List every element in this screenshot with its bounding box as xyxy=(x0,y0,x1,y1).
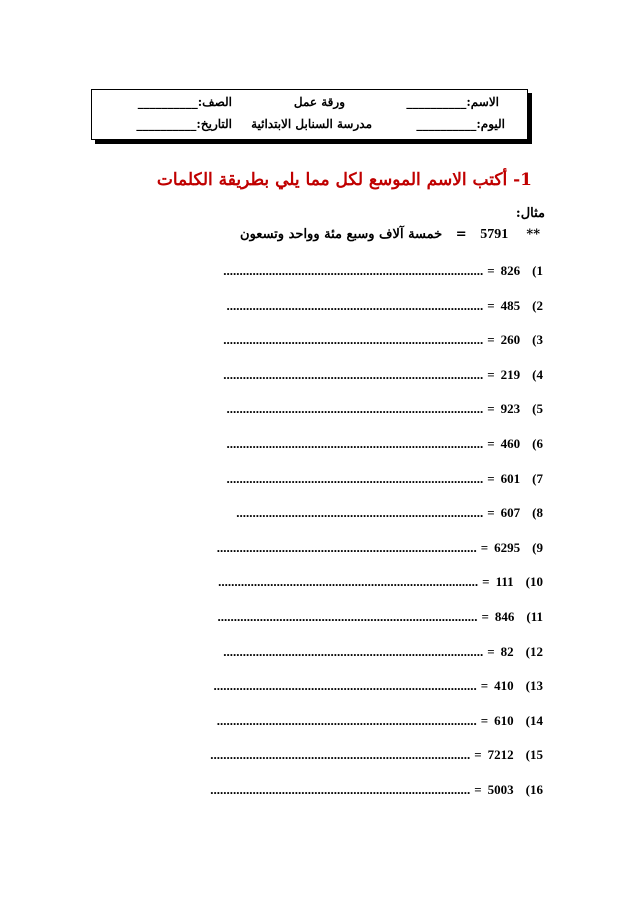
exercise-dots[interactable]: ............................................................................... xyxy=(226,401,484,417)
exercise-dots[interactable]: ................................................................................ xyxy=(218,574,479,590)
exercise-item xyxy=(217,713,543,729)
exercise-index: 10) xyxy=(525,574,543,590)
exercise-index: 16) xyxy=(525,782,543,797)
exercise-value: 601 xyxy=(500,470,521,486)
exercise-index: 8) xyxy=(532,505,543,521)
exercise-value: 846 xyxy=(494,609,515,624)
header-box xyxy=(91,89,528,140)
exercise-dots[interactable]: ................................................................................ xyxy=(216,539,477,555)
exercise-dots[interactable]: ................................................................................ xyxy=(210,782,471,797)
exercise-dots[interactable]: ................................................................................ xyxy=(223,366,484,382)
exercise-equals: = xyxy=(487,297,495,313)
exercise-item xyxy=(223,332,543,348)
exercise-value: 923 xyxy=(500,401,521,417)
exercise-equals: = xyxy=(487,505,495,521)
exercise-value: 485 xyxy=(500,297,521,313)
name-field: الاسم:__________ xyxy=(406,95,499,109)
class-field: الصف:__________ xyxy=(137,95,232,109)
example-number: 5791 xyxy=(480,227,509,242)
exercise-dots[interactable]: ................................................................................ xyxy=(223,332,484,348)
exercise-dots[interactable]: ................................................................................ xyxy=(223,643,484,659)
exercise-index: 7) xyxy=(532,470,543,486)
exercise-value: 610 xyxy=(494,712,514,728)
exercise-item xyxy=(210,782,543,798)
exercise-dots[interactable]: ............................................................................... xyxy=(226,297,484,313)
exercise-value: 5003 xyxy=(487,782,514,797)
exercise-value: 82 xyxy=(500,643,514,659)
exercise-value: 6295 xyxy=(494,539,521,555)
exercise-equals: = xyxy=(474,747,482,763)
exercise-equals: = xyxy=(480,678,489,694)
exercise-value: 826 xyxy=(500,263,521,278)
exercise-item xyxy=(226,436,543,452)
exercise-equals: = xyxy=(487,366,495,382)
date-field: التاريخ:__________ xyxy=(136,117,232,131)
exercise-equals: = xyxy=(487,263,495,278)
exercise-dots[interactable]: ................................................................................. xyxy=(213,678,477,694)
exercise-item xyxy=(210,747,543,763)
exercise-equals: = xyxy=(481,609,489,624)
exercise-index: 14) xyxy=(525,712,543,728)
example-line xyxy=(240,227,540,243)
exercise-item xyxy=(217,609,543,625)
exercise-index: 13) xyxy=(525,678,543,694)
exercise-value: 111 xyxy=(495,574,514,590)
day-field: اليوم:__________ xyxy=(416,117,505,131)
exercise-item xyxy=(223,367,543,383)
exercise-index: 4) xyxy=(532,366,543,382)
exercise-equals: = xyxy=(487,643,495,659)
exercise-index: 9) xyxy=(532,539,543,555)
exercise-title: 1- أكتب الاسم الموسع لكل مما يلي بطريقة الكلمات xyxy=(156,170,532,190)
exercise-equals: = xyxy=(487,401,495,417)
exercise-equals: = xyxy=(480,712,489,728)
example-words: خمسة آلاف وسبع مئة وواحد وتسعون xyxy=(240,227,443,242)
exercise-item xyxy=(226,401,543,417)
school-name: مدرسة السنابل الابتدائية xyxy=(251,117,372,131)
exercise-dots[interactable]: ............................................................................... xyxy=(226,470,484,486)
exercise-item xyxy=(223,263,543,279)
exercise-index: 3) xyxy=(532,332,543,348)
exercise-index: 2) xyxy=(532,297,543,313)
exercise-dots[interactable]: ................................................................................ xyxy=(217,609,478,624)
example-equals: = xyxy=(455,227,467,242)
exercise-index: 12) xyxy=(525,643,543,659)
exercise-value: 460 xyxy=(500,436,521,451)
exercise-equals: = xyxy=(487,470,495,486)
exercise-dots[interactable]: ................................................................................ xyxy=(210,747,471,763)
exercise-index: 6) xyxy=(532,436,543,451)
exercise-value: 607 xyxy=(500,505,521,521)
exercise-equals: = xyxy=(480,539,489,555)
exercise-dots[interactable]: ................................................................................ xyxy=(223,263,484,278)
worksheet-title: ورقة عمل xyxy=(293,95,345,109)
exercise-index: 11) xyxy=(526,609,543,624)
exercise-dots[interactable]: ................................................................................ xyxy=(216,712,477,728)
exercise-equals: = xyxy=(474,782,482,797)
exercise-equals: = xyxy=(487,436,495,451)
exercise-dots[interactable]: ............................................................................ xyxy=(236,505,484,521)
exercise-item xyxy=(236,505,543,521)
exercise-item xyxy=(223,644,543,660)
exercise-value: 260 xyxy=(500,332,521,348)
exercise-item xyxy=(226,298,543,314)
example-stars: ** xyxy=(526,227,540,242)
exercise-index: 15) xyxy=(525,747,543,763)
exercise-value: 410 xyxy=(494,678,514,694)
example-label: مثال: xyxy=(515,206,545,221)
exercise-value: 7212 xyxy=(487,747,514,763)
exercise-index: 1) xyxy=(532,263,543,278)
exercise-item xyxy=(226,471,543,487)
exercise-item xyxy=(218,574,543,590)
exercise-dots[interactable]: ............................................................................... xyxy=(226,436,484,451)
exercise-item xyxy=(217,540,543,556)
exercise-value: 219 xyxy=(500,366,521,382)
exercise-equals: = xyxy=(487,332,495,348)
exercise-equals: = xyxy=(482,574,490,590)
exercise-index: 5) xyxy=(532,401,543,417)
exercise-item xyxy=(213,678,543,694)
